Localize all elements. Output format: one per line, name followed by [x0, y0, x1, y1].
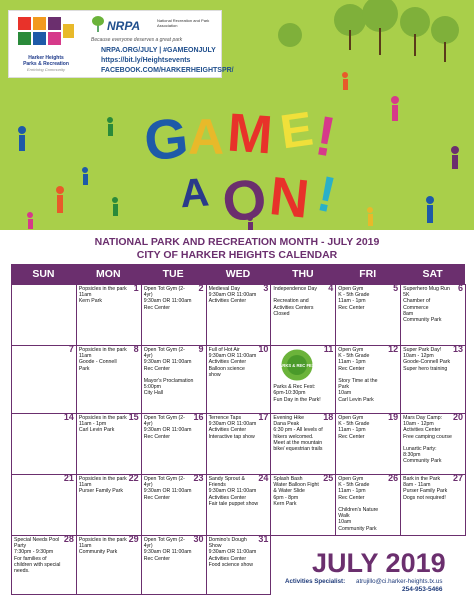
event-text: Open Tot Gym (2-4yr) 9:30am OR 11:00am Rec Center [143, 537, 192, 562]
day-number: 2 [198, 283, 204, 293]
svg-text:A: A [188, 109, 225, 165]
calendar-day-cell [11, 535, 77, 595]
calendar-day-cell [400, 284, 466, 346]
hh-logo-tagline: Enriching Community [26, 67, 65, 72]
calendar-day-cell [11, 474, 77, 536]
calendar-day-cell [141, 535, 207, 595]
day-sun: SUN [32, 268, 55, 280]
day-number: 11 [323, 344, 334, 354]
game-on-graphic [140, 96, 360, 235]
event-text: Open Tot Gym (2-4yr) 9:30am OR 11:00am Rec Center [143, 286, 192, 311]
event-text: Popsicles in the park 11am Goode - Connell Park [78, 347, 127, 372]
day-number: 26 [388, 473, 399, 483]
svg-text:N: N [266, 166, 312, 230]
calendar-day-cell [206, 535, 272, 595]
event-text: Domino's Dough Show 9:30am OR 11:00am Activities Center Food science show [208, 537, 257, 568]
event-text: Special Needs Pool Party 7:30pm - 9:30pm For families of children with special needs. [14, 537, 61, 575]
day-wed: WED [225, 268, 251, 280]
day-number: 24 [258, 473, 269, 483]
day-number: 5 [393, 283, 399, 293]
day-number: 29 [128, 534, 139, 544]
calendar-day-cell [335, 345, 401, 414]
day-number: 20 [452, 412, 463, 422]
day-fri: FRI [359, 268, 377, 280]
calendar-day-cell [76, 535, 142, 595]
banner [0, 0, 474, 235]
calendar-day-cell [400, 345, 466, 414]
hh-logo-line2: Parks & Recreation [23, 61, 69, 67]
event-text: Bark in the Park 8am - 11am Purser Family Park Dogs not required! [403, 476, 448, 501]
event-text: Open Gym K - 5th Grade 11am - 1pm Rec Center Story Time at the Park 10am Carl Levin Park [338, 347, 378, 403]
page-subtitle: CITY OF HARKER HEIGHTS CALENDAR [136, 249, 338, 261]
svg-text:A: A [178, 170, 211, 217]
svg-text:!: ! [310, 103, 341, 169]
event-text: Open Gym K - 5th Grade 11am - 1pm Rec Center [338, 415, 370, 440]
nrpa-logo-text: NRPA [107, 19, 141, 33]
calendar-day-cell [206, 413, 272, 475]
specialist-email[interactable]: atrujillo@ci.harker-heights.tx.us [356, 578, 443, 585]
calendar-day-cell [270, 284, 336, 346]
day-number: 27 [452, 473, 463, 483]
day-number: 8 [133, 344, 139, 354]
day-tue: TUE [162, 268, 184, 280]
day-sat: SAT [422, 268, 443, 280]
hh-logo-line1: Harker Heights [28, 55, 64, 61]
specialist-label: Activities Specialist: [285, 578, 346, 585]
day-number: 22 [128, 473, 139, 483]
event-text: Parks & Rec Fest: 6pm-10:30pm Fun Day in the Park! [273, 384, 321, 403]
calendar-day-cell [141, 284, 207, 346]
day-thu: THU [292, 268, 314, 280]
calendar-day-cell [335, 413, 401, 475]
event-text: Evening Hike Dana Peak 6:30 pm - All levels of hikers welcomed. Meet at the mountain bike/ equestrian trails [273, 415, 323, 453]
calendar-day-cell [270, 413, 336, 475]
day-number: 3 [263, 283, 269, 293]
day-number: 4 [328, 283, 334, 293]
day-number: 23 [193, 473, 204, 483]
event-text: Splash Bash Water Balloon Fight & Water Slide 6pm - 8pm Kern Park [273, 476, 319, 507]
calendar-day-cell [11, 413, 77, 475]
events-link[interactable]: https://bit.ly/Heightsevents [101, 57, 191, 64]
calendar-day-cell [76, 345, 142, 414]
calendar-day-cell [270, 474, 336, 536]
event-text: Super Park Day! 10am - 12pm Goode-Connell Park Super hero training [403, 347, 451, 372]
day-number: 6 [457, 283, 463, 293]
day-number: 28 [63, 534, 74, 544]
nrpa-tagline: Because everyone deserves a great park [91, 37, 183, 43]
nrpa-full-name: National Recreation and Park Association [157, 18, 210, 28]
facebook-link[interactable]: FACEBOOK.COM/HARKERHEIGHTSPR/ [101, 67, 234, 74]
day-number: 1 [133, 283, 139, 293]
calendar-day-cell [206, 474, 272, 536]
nrpa-leaf-icon [89, 15, 107, 33]
svg-text:M: M [225, 102, 275, 166]
event-text: Terrence Taps 9:30am OR 11:00am Activities Center Interactive tap show [208, 415, 257, 440]
day-mon: MON [96, 268, 121, 280]
svg-text:PARKS & REC FEST: PARKS & REC FEST [276, 363, 318, 368]
month-title: JULY 2019 [312, 548, 446, 578]
event-text: Sandy Sprout & Friends 9:30am OR 11:00am Activities Center Fair tale puppet show [208, 476, 259, 507]
day-number: 30 [193, 534, 204, 544]
event-text: Open Tot Gym (2-4yr) 9:30am OR 11:00am Rec Center [143, 415, 192, 440]
calendar-day-cell [141, 413, 207, 475]
day-number: 14 [63, 412, 74, 422]
day-number: 10 [258, 344, 269, 354]
event-text: Open Gym K - 5th Grade 11am - 1pm Rec Center Children's Nature Walk 10am Community Park [338, 476, 379, 532]
day-number: 9 [198, 344, 204, 354]
svg-text:E: E [277, 102, 317, 160]
event-text: Open Gym K - 5th Grade 11am - 1pm Rec Center [338, 286, 370, 311]
event-text: Mars Day Camp: 10am - 12pm Activities Center Free camping course Lunartic Party: 8:30pm Community Park [403, 415, 452, 465]
empty-cell [11, 284, 77, 346]
calendar-day-cell [335, 284, 401, 346]
event-text: Popsicles in the park 11am - 1pm Carl Levin Park [78, 415, 127, 434]
event-text: Superhero Mug Run 5K Chamber of Commerce 8am Community Park [403, 286, 450, 324]
event-text: Open Tot Gym (2-4yr) 9:30am OR 11:00am Rec Center [143, 476, 192, 501]
calendar-day-cell [76, 413, 142, 475]
calendar-day-cell [206, 345, 272, 414]
svg-text:O: O [218, 165, 271, 235]
day-number: 7 [68, 344, 74, 354]
event-text: Independence Day Recreation and Activities Centers Closed [273, 286, 317, 317]
event-text: Popsicles in the park 11am Community Park [78, 537, 127, 556]
event-text: Open Tot Gym (2-4yr) 9:30am OR 11:00am Rec Center Mayor's Proclamation 5:00pm City Hall [143, 347, 194, 397]
event-text: Popsicles in the park 11am Kern Park [78, 286, 127, 305]
calendar-day-cell [11, 345, 77, 414]
day-number: 15 [128, 412, 139, 422]
logo-panel [8, 10, 234, 78]
day-number: 17 [258, 412, 269, 422]
calendar-day-cell [335, 474, 401, 536]
day-number: 16 [193, 412, 204, 422]
day-number: 18 [323, 412, 334, 422]
parks-rec-fest-logo [276, 348, 318, 382]
calendar-day-cell [76, 284, 142, 346]
calendar-day-cell [141, 474, 207, 536]
day-number: 21 [63, 473, 74, 483]
page-title: NATIONAL PARK AND RECREATION MONTH - JULY 2019 [94, 236, 380, 248]
day-number: 13 [452, 344, 463, 354]
calendar-day-cell [206, 284, 272, 346]
svg-text:G: G [141, 105, 192, 173]
event-text: Medieval Day 9:30am OR 11:00am Activities Center [208, 286, 257, 305]
event-text: Popsicles in the park 11am Purser Family Park [78, 476, 127, 495]
calendar-day-cell [141, 345, 207, 414]
event-text: Full of Hot Air 9:30am OR 11:00am Activities Center Balloon science show [208, 347, 257, 378]
calendar-day-cell [400, 474, 466, 536]
day-number: 12 [388, 344, 399, 354]
day-number: 31 [258, 534, 269, 544]
specialist-phone: 254-953-5466 [402, 586, 443, 593]
nrpa-link[interactable]: NRPA.ORG/JULY | #GAMEONJULY [101, 47, 216, 54]
calendar-day-cell [76, 474, 142, 536]
day-header [11, 264, 465, 284]
svg-text:!: ! [312, 165, 341, 224]
calendar-day-cell [400, 413, 466, 475]
day-number: 25 [323, 473, 334, 483]
day-number: 19 [388, 412, 399, 422]
